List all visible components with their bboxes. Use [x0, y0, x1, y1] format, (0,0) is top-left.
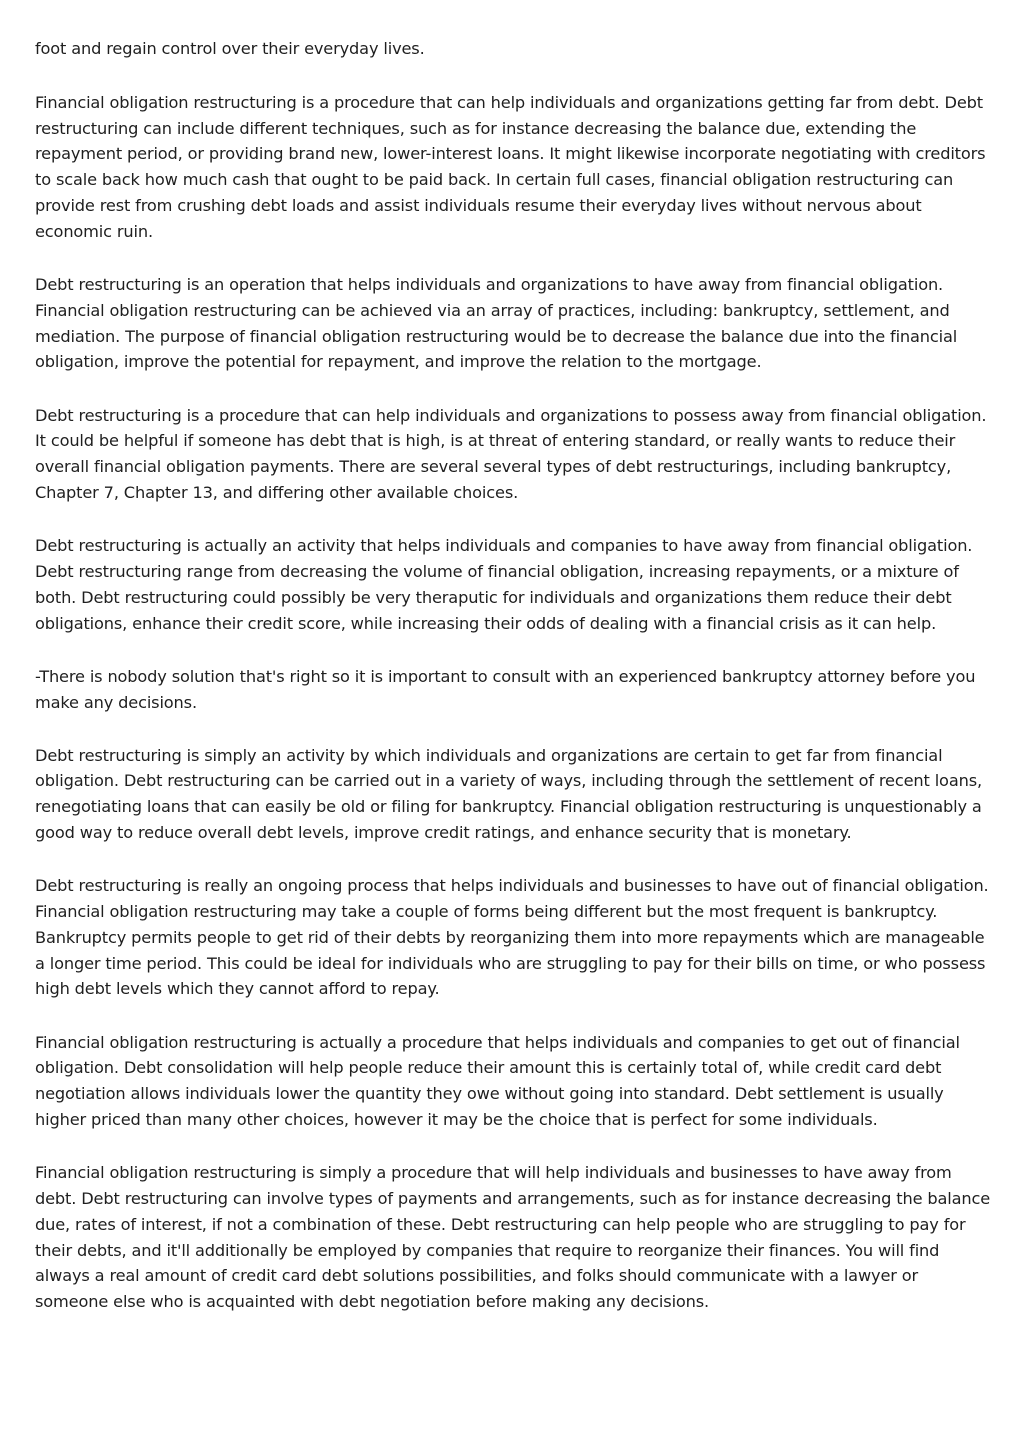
- paragraph-8: Debt restructuring is really an ongoing process that helps individuals and businesses to have out of financial obligation. Financial obligation restructuring may take a couple of forms being different but the most frequent is bankruptcy. Bankruptcy permits people to get rid of their debts by reorganizing them into more repayments which are manageable a longer time period. This could be ideal for individuals who are struggling to pay for their bills on time, or who possess high debt levels which they cannot afford to repay.: [35, 876, 989, 999]
- document-body: [35, 36, 993, 1342]
- paragraph-9: Financial obligation restructuring is actually a procedure that helps individuals and companies to get out of financial obligation. Debt consolidation will help people reduce their amount this is certainly total of, while credit card debt negotiation allows individuals lower the quantity they owe without going into standard. Debt settlement is usually higher priced than many other choices, however it may be the choice that is perfect for some individuals.: [35, 1032, 960, 1130]
- paragraph-10: Financial obligation restructuring is simply a procedure that will help individuals and businesses to have away from debt. Debt restructuring can involve types of payments and arrangements, such as for instance decreasing the balance due, rates of interest, if not a combination of these. Debt restructuring can help people who are struggling to pay for their debts, and it'll additionally be employed by companies that require to reorganize their finances. You will find always a real amount of credit card debt solutions possibilities, and folks should communicate with a lawyer or someone else who is acquainted with debt negotiation before making any decisions.: [35, 1163, 991, 1312]
- paragraph-5: Debt restructuring is actually an activity that helps individuals and companies to have away from financial obligation. Debt restructuring range from decreasing the volume of financial obligation, increasing repayments, or a mixture of both. Debt restructuring could possibly be very theraputic for individuals and organizations them reduce their debt obligations, enhance their credit score, while increasing their odds of dealing with a financial crisis as it can help.: [35, 536, 973, 633]
- paragraph-4: Debt restructuring is a procedure that can help individuals and organizations to possess away from financial obligation. It could be helpful if someone has debt that is high, is at threat of entering standard, or really wants to reduce their overall financial obligation payments. There are several several types of debt restructurings, including bankruptcy, Chapter 7, Chapter 13, and differing other available choices.: [35, 405, 987, 502]
- paragraph-6: -There is nobody solution that's right so it is important to consult with an experienced bankruptcy attorney before you make any decisions.: [35, 666, 976, 712]
- paragraph-1: foot and regain control over their everyday lives.: [35, 39, 425, 58]
- paragraph-2: Financial obligation restructuring is a procedure that can help individuals and organizations getting far from debt. Debt restructuring can include different techniques, such as for instance decreasing the balance due, extending the repayment period, or providing brand new, lower-interest loans. It might likewise incorporate negotiating with creditors to scale back how much cash that ought to be paid back. In certain full cases, financial obligation restructuring can provide rest from crushing debt loads and assist individuals resume their everyday lives without nervous about economic ruin.: [35, 92, 986, 241]
- paragraph-3: Debt restructuring is an operation that helps individuals and organizations to have away from financial obligation. Financial obligation restructuring can be achieved via an array of practices, including: bankruptcy, settlement, and mediation. The purpose of financial obligation restructuring would be to decrease the balance due into the financial obligation, improve the potential for repayment, and improve the relation to the mortgage.: [35, 274, 958, 372]
- paragraph-7: Debt restructuring is simply an activity by which individuals and organizations are certain to get far from financial obligation. Debt restructuring can be carried out in a variety of ways, including through the settlement of recent loans, renegotiating loans that can easily be old or filing for bankruptcy. Financial obligation restructuring is unquestionably a good way to reduce overall debt levels, improve credit ratings, and enhance security that is monetary.: [35, 745, 982, 843]
